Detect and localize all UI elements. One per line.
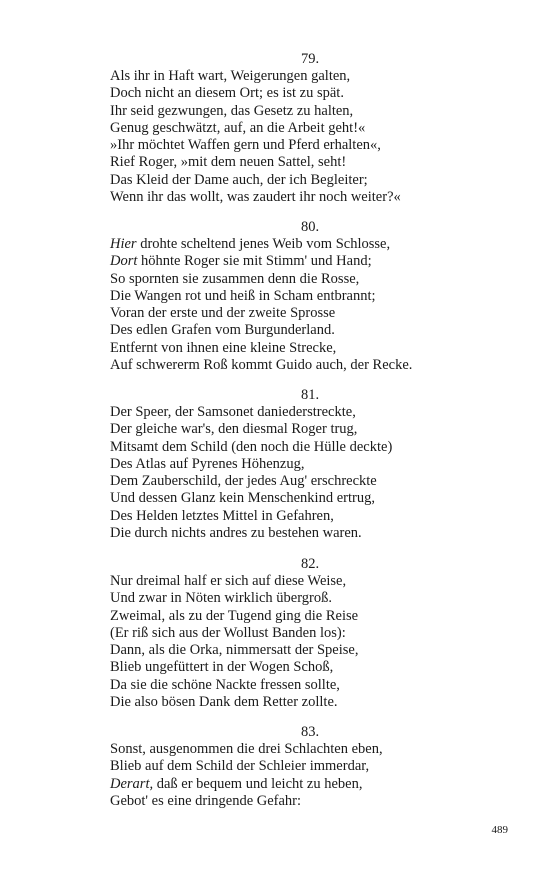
verse-line: Sonst, ausgenommen die drei Schlachten eben, <box>110 741 383 757</box>
verse-line: Dem Zauberschild, der jedes Aug' erschreckte <box>110 473 377 490</box>
verse-line: Die also bösen Dank dem Retter zollte. <box>110 694 338 711</box>
stanza-number: 82. <box>300 556 320 572</box>
verse-line: »Ihr möchtet Waffen gern und Pferd erhalten«, <box>110 137 381 154</box>
verse-line: Ihr seid gezwungen, das Gesetz zu halten, <box>110 102 354 119</box>
verse-line: Auf schwererm Roß kommt Guido auch, der Recke. <box>110 357 413 374</box>
verse-line: Entfernt von ihnen eine kleine Strecke, <box>110 339 337 356</box>
stanza-81 <box>110 387 510 542</box>
verse-line: Der gleiche war's, den diesmal Roger trug, <box>110 421 358 438</box>
verse-line: So spornten sie zusammen denn die Rosse, <box>110 270 360 287</box>
stanza-79 <box>110 51 510 206</box>
stanza-83 <box>110 724 510 810</box>
stanza-82 <box>110 556 510 711</box>
verse-line: (Er riß sich aus der Wollust Banden los): <box>110 624 346 641</box>
verse-line: Der Speer, der Samsonet daniederstreckte, <box>110 404 356 420</box>
verse-line: Blieb ungefüttert in der Wogen Schoß, <box>110 659 334 676</box>
verse-line: Da sie die schöne Nackte fressen sollte, <box>110 676 340 693</box>
verse-line: Voran der erste und der zweite Sprosse <box>110 305 336 322</box>
verse-line: Blieb auf dem Schild der Schleier immerdar, <box>110 758 370 775</box>
verse-line: Des Helden letztes Mittel in Gefahren, <box>110 507 334 524</box>
verse-line: Genug geschwätzt, auf, an die Arbeit geht!« <box>110 119 366 136</box>
verse-line: Das Kleid der Dame auch, der ich Begleiter; <box>110 171 368 188</box>
verse-line: Dort höhnte Roger sie mit Stimm' und Hand; <box>110 253 372 270</box>
verse-line: Wenn ihr das wollt, was zaudert ihr noch weiter?« <box>110 189 401 206</box>
stanza-number: 83. <box>300 724 320 740</box>
stanza-80 <box>110 219 510 374</box>
verse-line: Derart, daß er bequem und leicht zu heben, <box>110 775 363 792</box>
verse-line: Die Wangen rot und heiß in Scham entbrannt; <box>110 287 376 304</box>
verse-line: Und dessen Glanz kein Menschenkind ertrug, <box>110 490 375 507</box>
verse-line: Rief Roger, »mit dem neuen Sattel, seht! <box>110 154 347 171</box>
verse-line: Hier drohte scheltend jenes Weib vom Schlosse, <box>110 236 391 252</box>
verse-line: Doch nicht an diesem Ort; es ist zu spät. <box>110 85 344 102</box>
stanza-number: 81. <box>300 387 320 403</box>
page-number: 489 <box>491 824 508 836</box>
stanza-number: 79. <box>300 51 320 67</box>
verse-line: Als ihr in Haft wart, Weigerungen galten, <box>110 68 351 84</box>
verse-line: Dann, als die Orka, nimmersatt der Speise, <box>110 642 359 659</box>
verse-line: Nur dreimal half er sich auf diese Weise, <box>110 573 347 589</box>
verse-line: Gebot' es eine dringende Gefahr: <box>110 792 302 809</box>
verse-line: Die durch nichts andres zu bestehen waren. <box>110 525 362 542</box>
verse-line: Und zwar in Nöten wirklich übergroß. <box>110 590 333 607</box>
verse-line: Mitsamt dem Schild (den noch die Hülle deckte) <box>110 438 393 455</box>
stanza-number: 80. <box>300 219 320 235</box>
verse-line: Des edlen Grafen vom Burgunderland. <box>110 322 335 339</box>
verse-line: Zweimal, als zu der Tugend ging die Reise <box>110 607 359 624</box>
verse-line: Des Atlas auf Pyrenes Höhenzug, <box>110 455 305 472</box>
